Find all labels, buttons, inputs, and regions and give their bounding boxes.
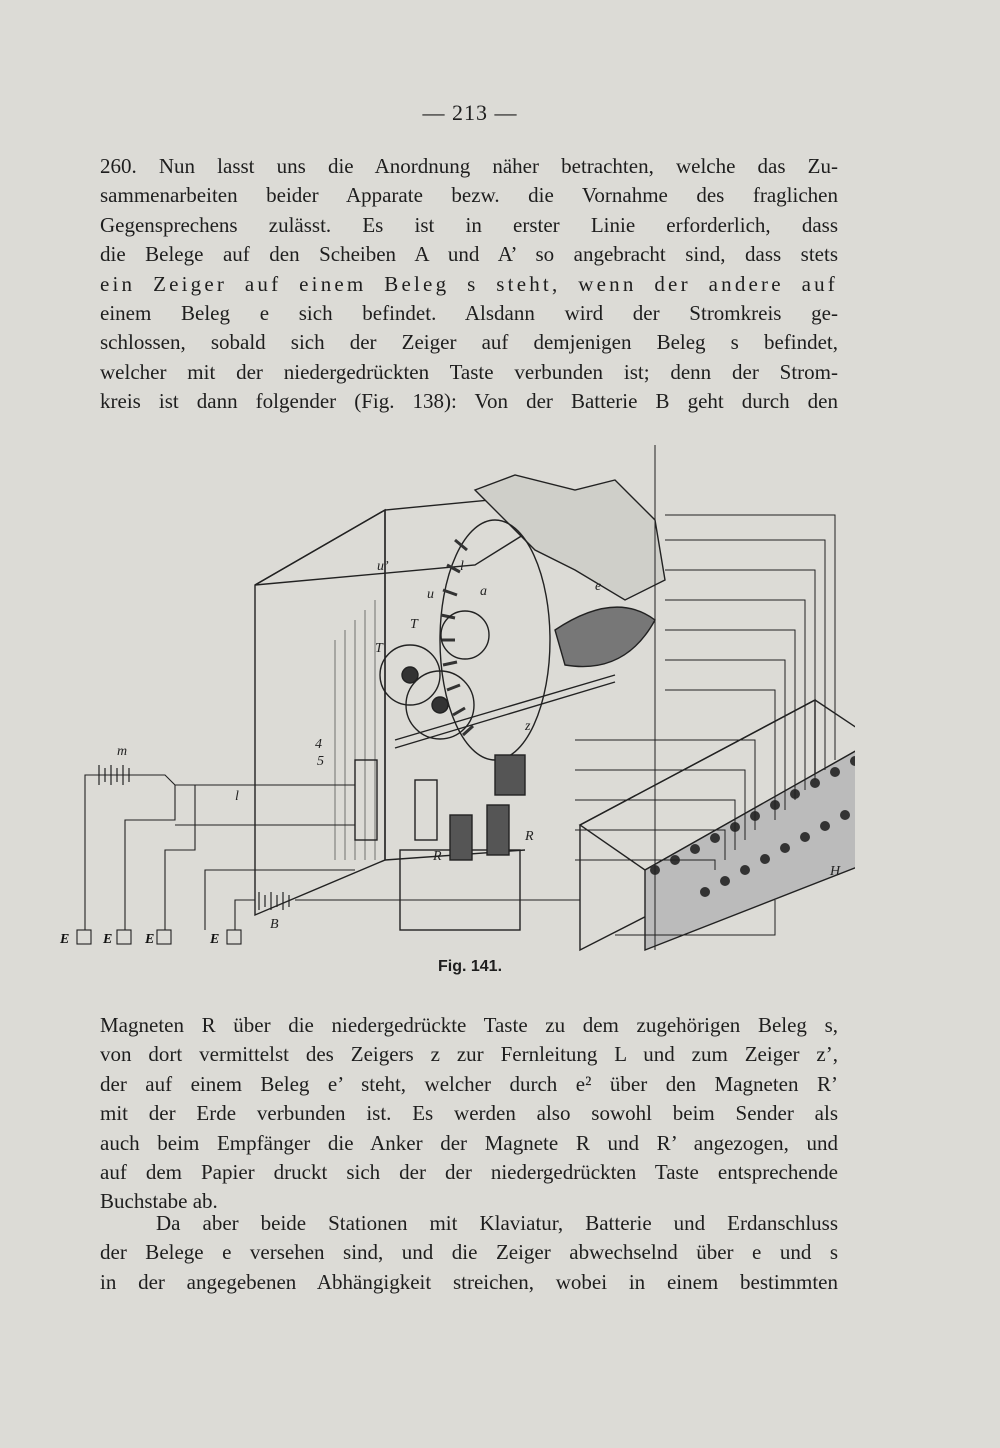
- key-row: [645, 740, 855, 950]
- earth-plate: [157, 930, 171, 944]
- support-post: [355, 760, 377, 840]
- magnet-coil: [450, 815, 472, 860]
- magnet-base: [400, 850, 520, 930]
- text-line: Magneten R über die niedergedrückte Taste zu dem zugehörigen Beleg s,: [100, 1013, 838, 1037]
- label-e: e: [595, 579, 602, 594]
- gear-upper: [441, 611, 489, 659]
- label-H: H: [830, 864, 841, 879]
- housing-side-panel: [255, 510, 385, 915]
- text-line: auch beim Empfänger die Anker der Magnete R und R’ angezogen, und: [100, 1130, 838, 1155]
- label-E: E: [145, 932, 155, 947]
- label-T: T: [410, 617, 418, 632]
- text-line: einem Beleg e sich befindet. Alsdann wird der Stromkreis ge-: [100, 301, 838, 326]
- label-B: B: [270, 917, 279, 932]
- magnet-coil: [487, 805, 509, 855]
- text-line: in der angegebenen Abhängigkeit streichen, wobei in einem bestimmten: [100, 1269, 838, 1294]
- label-a: a: [480, 584, 487, 599]
- support-post: [415, 780, 437, 840]
- figure-apparatus-diagram: [55, 430, 855, 960]
- label-E: E: [103, 932, 113, 947]
- label-R: R: [525, 829, 534, 844]
- label-l2: l: [460, 559, 464, 574]
- label-m: m: [117, 744, 128, 759]
- label-4: 4: [315, 737, 322, 752]
- magnet-coil: [495, 755, 525, 795]
- text-line: mit der Erde verbunden ist. Es werden also sowohl beim Sender als: [100, 1101, 838, 1126]
- page-number: — 213 —: [422, 100, 518, 125]
- printing-wheel: [555, 607, 655, 666]
- text-line: kreis ist dann folgender (Fig. 138): Von der Batterie B geht durch den: [100, 389, 838, 414]
- text-line: von dort vermittelst des Zeigers z zur Fernleitung L und zum Zeiger z’,: [100, 1042, 838, 1067]
- paper-roll: [475, 475, 665, 600]
- label-u2: u: [427, 587, 434, 602]
- text-line: Gegensprechens zulässt. Es ist in erster Linie erforderlich, dass: [100, 212, 838, 237]
- label-5: 5: [317, 754, 324, 769]
- text-line: schlossen, sobald sich der Zeiger auf demjenigen Beleg s befindet,: [100, 330, 838, 355]
- text-line: Da aber beide Stationen mit Klaviatur, Batterie und Erdanschluss: [156, 1211, 838, 1235]
- label-l: l: [235, 789, 239, 804]
- label-E: E: [60, 932, 70, 947]
- paragraph-260: [100, 152, 838, 417]
- text-line: der Belege e versehen sind, und die Zeiger abwechselnd über e und s: [100, 1240, 838, 1265]
- label-E: E: [210, 932, 220, 947]
- earth-plate: [77, 930, 91, 944]
- text-line: die Belege auf den Scheiben A und A’ so angebracht sind, dass stets: [100, 242, 838, 267]
- text-line: Buchstabe ab.: [100, 1189, 218, 1214]
- text-line: ein Zeiger auf einem Beleg s steht, wenn der andere auf: [100, 271, 838, 296]
- paragraph-continuation: [100, 1011, 838, 1217]
- label-T2: T: [375, 641, 383, 656]
- text-line: sammenarbeiten beider Apparate bezw. die Vornahme des fraglichen: [100, 183, 838, 208]
- text-line: der auf einem Beleg e’ steht, welcher durch e² über den Magneten R’: [100, 1071, 838, 1096]
- figure-caption: Fig. 141.: [437, 958, 503, 975]
- text-line: auf dem Papier druckt sich der der niedergedrückten Taste entsprechende: [100, 1160, 838, 1185]
- text-line: welcher mit der niedergedrückten Taste verbunden ist; denn der Strom-: [100, 359, 838, 384]
- contact-disc: [440, 520, 550, 760]
- label-R2: R: [433, 849, 442, 864]
- earth-plate: [117, 930, 131, 944]
- earth-plate: [227, 930, 241, 944]
- label-z: z: [525, 719, 531, 734]
- text-line: 260. Nun lasst uns die Anordnung näher betrachten, welche das Zu-: [100, 154, 838, 178]
- label-u: u’: [377, 559, 389, 574]
- paragraph-next: [100, 1209, 838, 1297]
